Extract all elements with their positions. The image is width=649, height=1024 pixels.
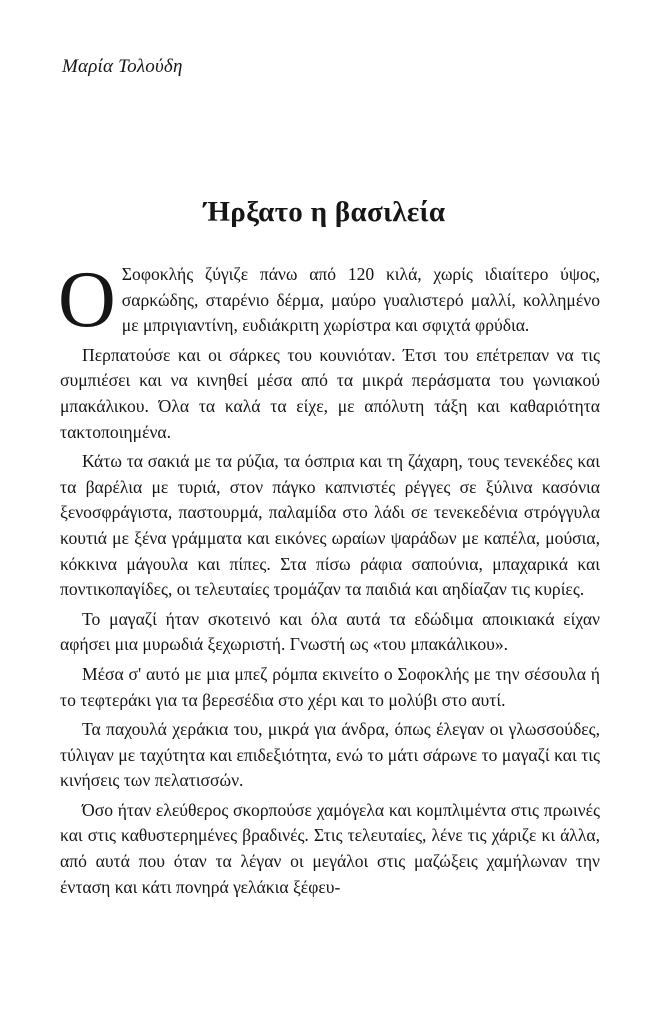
drop-cap: Ο	[58, 256, 116, 344]
chapter-title: Ήρξατο η βασιλεία	[203, 196, 446, 228]
paragraph-6: Τα παχουλά χεράκια του, μικρά για άνδρα, όπως έλεγαν οι γλωσσούδες, τύλιγαν με ταχύτητα και επιδεξιότητα, ενώ το μάτι σάρωνε το μαγαζί και τις κινήσεις των πελατισσών.	[60, 719, 600, 791]
paragraph-1-text: Σοφοκλής ζύγιζε πάνω από 120 κιλά, χωρίς ιδιαίτερο ύψος, σαρκώδης, σταρένιο δέρμα, μαύρο γυαλιστερό μαλλί, κολλημένο με μπριγιαντίνη, ευδιάκριτη χωρίστρα και σφιχτά φρύδια.	[121, 264, 600, 336]
paragraph-1	[58, 256, 600, 344]
paragraph-5: Μέσα σ' αυτό με μια μπεζ ρόμπα εκινείτο ο Σοφοκλής με την σέσουλα ή το τεφτεράκι για τα βερεσέδια στο χέρι και το μολύβι στο αυτί.	[60, 663, 600, 710]
chapter-body	[58, 256, 600, 904]
running-head-author: Μαρία Τολούδη	[62, 56, 183, 77]
paragraph-2: Περπατούσε και οι σάρκες του κουνιόταν. Έτσι του επέτρεπαν να τις συμπιέσει και να κινηθεί μέσα από τα μικρά περάσματα του γωνιακού μπακάλικου. Όλα τα καλά τα είχε, με απόλυτη τάξη και καθαριότητα τακτοποιημένα.	[60, 344, 600, 442]
paragraph-7: Όσο ήταν ελεύθερος σκορπούσε χαμόγελα και κομπλιμέντα στις πρωινές και στις καθυστερημένες βραδινές. Στις τελευταίες, λένε τις χάριζε κι άλλα, από αυτά που όταν τα λέγαν οι μεγάλοι στις μαζώξεις χαμήλωναν την ένταση και κάτι πονηρά γελάκια ξέφευ-	[60, 799, 600, 897]
paragraph-4: Το μαγαζί ήταν σκοτεινό και όλα αυτά τα εδώδιμα αποικιακά είχαν αφήσει μια μυρωδιά ξεχωριστή. Γνωστή ως «του μπακάλικου».	[60, 608, 600, 655]
paragraph-3: Κάτω τα σακιά με τα ρύζια, τα όσπρια και τη ζάχαρη, τους τενεκέδες και τα βαρέλια με τυριά, στον πάγκο καπνιστές ρέγγες σε ξύλινα κασόνια ξενοσφράγιστα, παστουρμά, παλαμίδα στο λάδι σε τενεκεδένια στρόγγυλα κουτιά με ξένα γράμματα και εικόνες ωραίων ψαράδων με καπέλα, μούσια, κόκκινα μάγουλα και πίπες. Στα πίσω ράφια σαπούνια, μπαχαρικά και ποντικοπαγίδες, οι τελευταίες τρομάζαν τα παιδιά και αηδίαζαν τις κυρίες.	[60, 451, 600, 600]
